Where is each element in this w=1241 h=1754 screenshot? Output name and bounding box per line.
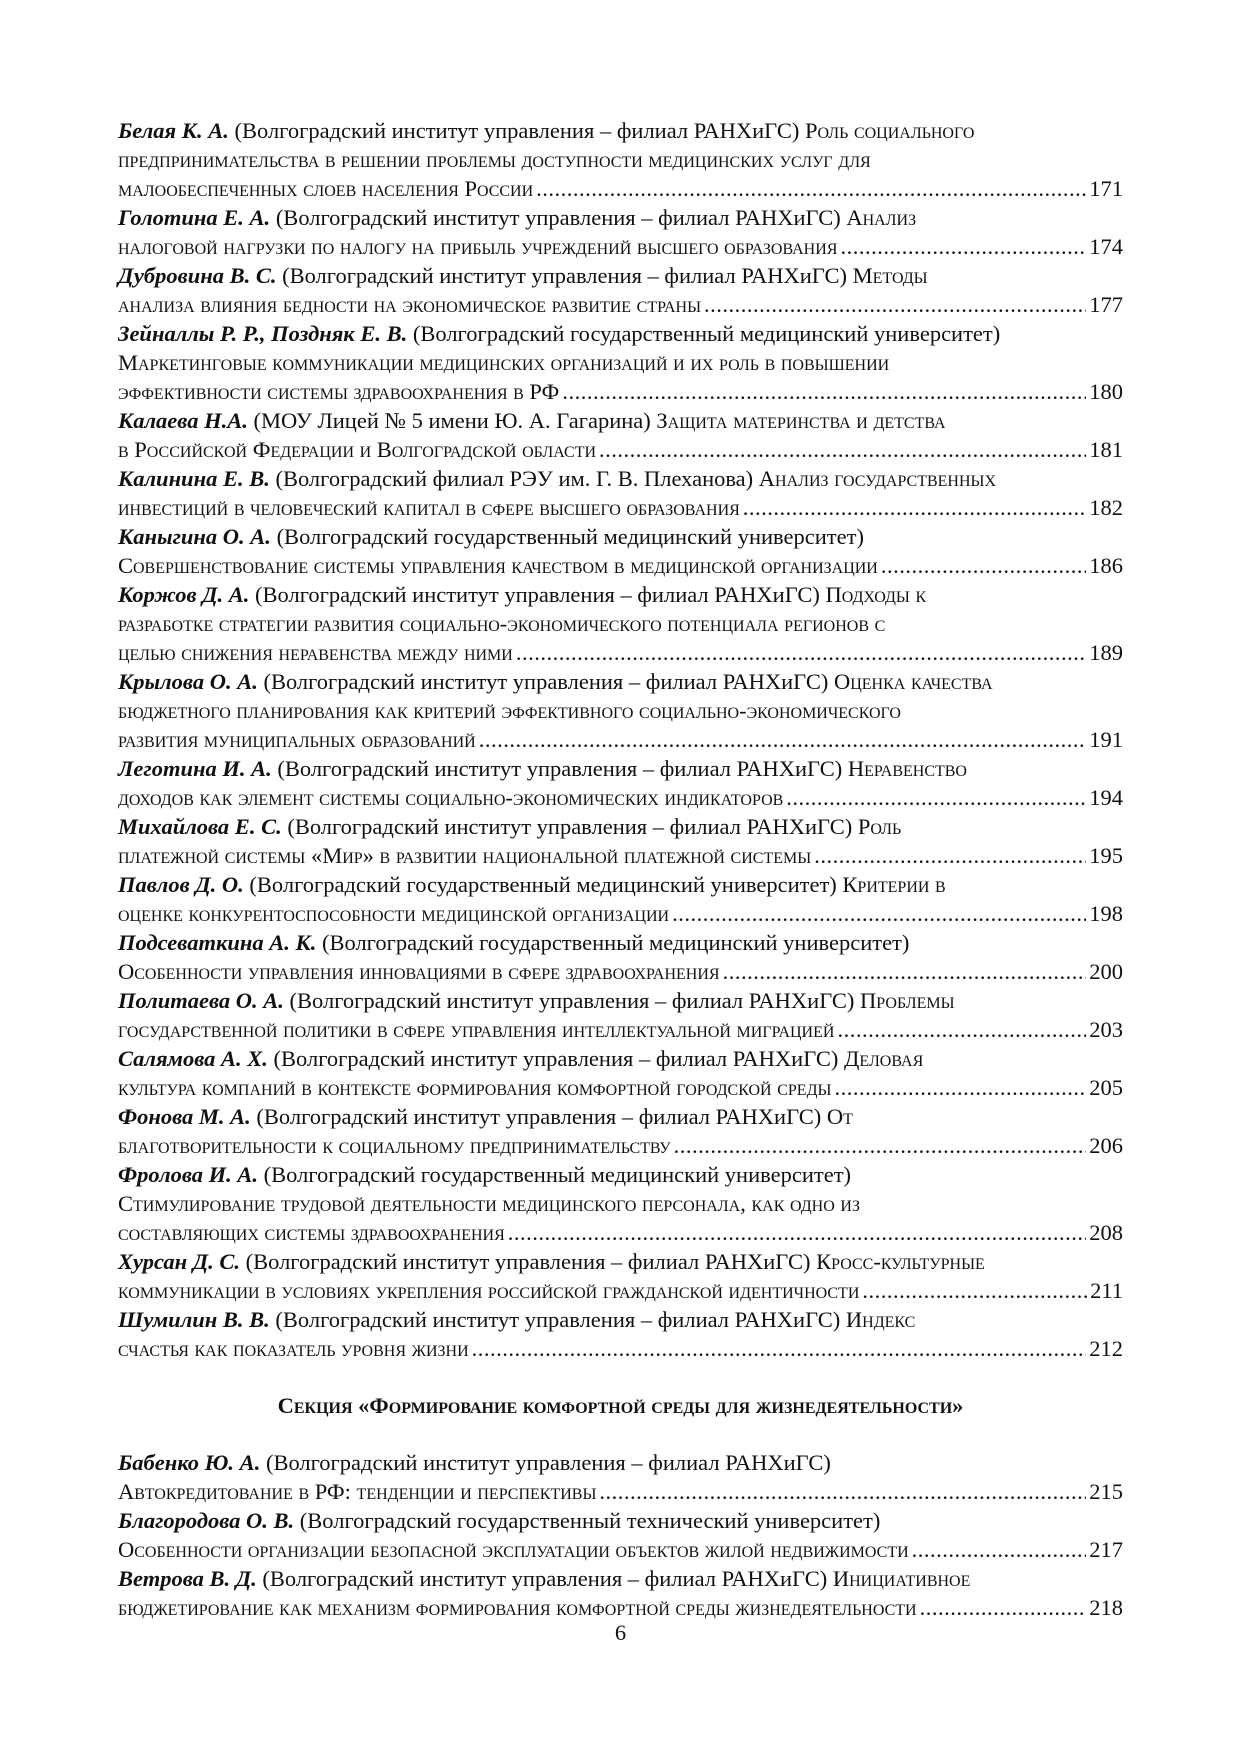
leader-dots xyxy=(723,957,1087,986)
toc-entry-first-line xyxy=(118,1305,1123,1334)
toc-title-end: инвестиций в человеческий капитал в сфере высшего образования xyxy=(118,495,740,520)
toc-entry-last-line xyxy=(118,493,1123,522)
toc-organization: (Волгоградский институт управления – филиал РАНХиГС) xyxy=(256,1566,833,1591)
toc-entry[interactable] xyxy=(118,116,1123,203)
toc-entry-first-line xyxy=(118,203,1123,232)
section-heading: Секция «Формирование комфортной среды для жизнедеятельности» xyxy=(277,1393,964,1418)
leader-dots xyxy=(814,841,1086,870)
toc-title-start: Методы xyxy=(852,263,928,288)
toc-entry[interactable] xyxy=(118,870,1123,928)
leader-dots xyxy=(599,1477,1086,1506)
toc-title-end: эффективности системы здравоохранения в РФ xyxy=(118,379,560,404)
leader-dots xyxy=(912,1535,1087,1564)
toc-author: Фролова И. А. xyxy=(118,1162,259,1187)
toc-title-end: оценке конкурентоспособности медицинской организации xyxy=(118,901,670,926)
toc-title-end: благотворительности к социальному предпринимательству xyxy=(118,1133,671,1158)
toc-title-start: Проблемы xyxy=(860,988,955,1013)
toc-page-number: 215 xyxy=(1089,1479,1123,1504)
toc-entry-last-line xyxy=(118,638,1123,667)
toc-title-start: Подходы к xyxy=(825,582,927,607)
toc-entry[interactable] xyxy=(118,1044,1123,1102)
toc-entry-last-line xyxy=(118,1131,1123,1160)
toc-entry-last-line xyxy=(118,232,1123,261)
toc-page-number: 208 xyxy=(1089,1220,1123,1245)
toc-entry[interactable] xyxy=(118,1160,1123,1247)
toc-entry-first-line xyxy=(118,1102,1123,1131)
toc-author: Михайлова Е. С. xyxy=(118,814,282,839)
leader-dots xyxy=(599,435,1086,464)
toc-author: Зейналлы Р. Р., Поздняк Е. В. xyxy=(118,321,408,346)
toc-page-number: 195 xyxy=(1089,843,1123,868)
toc-page-number: 194 xyxy=(1089,785,1123,810)
leader-dots xyxy=(562,377,1086,406)
toc-entry-first-line xyxy=(118,1160,1123,1189)
toc-title-start: Анализ государственных xyxy=(758,466,997,491)
leader-dots xyxy=(508,1218,1087,1247)
leader-dots xyxy=(472,1334,1087,1363)
toc-entry[interactable] xyxy=(118,580,1123,667)
toc-entry-first-line xyxy=(118,319,1123,348)
toc-entry-last-line xyxy=(118,1477,1123,1506)
toc-page-number: 171 xyxy=(1089,176,1123,201)
toc-page-number: 211 xyxy=(1090,1278,1123,1303)
table-of-contents xyxy=(118,116,1123,1622)
leader-dots xyxy=(881,551,1086,580)
toc-title-start: Кросс-культурные xyxy=(816,1249,985,1274)
toc-entry-first-line xyxy=(118,464,1123,493)
toc-author: Белая К. А. xyxy=(118,118,229,143)
toc-organization: (Волгоградский государственный технический университет) xyxy=(294,1508,881,1533)
toc-entry[interactable] xyxy=(118,203,1123,261)
toc-page-number: 200 xyxy=(1089,959,1123,984)
toc-entry-last-line xyxy=(118,1593,1123,1622)
toc-entry-last-line xyxy=(118,1276,1123,1305)
leader-dots xyxy=(536,174,1086,203)
toc-author: Бабенко Ю. А. xyxy=(118,1450,261,1475)
leader-dots xyxy=(704,290,1086,319)
toc-title-end: составляющих системы здравоохранения xyxy=(118,1220,505,1245)
toc-page-number: 177 xyxy=(1089,292,1123,317)
toc-entry-first-line xyxy=(118,928,1123,957)
toc-entry[interactable] xyxy=(118,464,1123,522)
toc-entry[interactable] xyxy=(118,812,1123,870)
toc-page-number: 217 xyxy=(1089,1537,1123,1562)
leader-dots xyxy=(840,232,1086,261)
toc-title-end: бюджетирование как механизм формирования комфортной среды жизнедеятельности xyxy=(118,1595,917,1620)
toc-author: Каныгина О. А. xyxy=(118,524,271,549)
toc-author: Павлов Д. О. xyxy=(118,872,244,897)
toc-entry[interactable] xyxy=(118,1564,1123,1622)
toc-entry[interactable] xyxy=(118,1102,1123,1160)
leader-dots xyxy=(834,1073,1086,1102)
toc-author: Фонова М. А. xyxy=(118,1104,251,1129)
toc-title-end: Автокредитование в РФ: тенденции и перспективы xyxy=(118,1479,597,1504)
toc-title-end: государственной политики в сфере управления интеллектуальной миграцией xyxy=(118,1017,835,1042)
toc-page-number: 182 xyxy=(1089,495,1123,520)
toc-organization: (Волгоградский институт управления – филиал РАНХиГС) xyxy=(269,1307,846,1332)
toc-page-number: 218 xyxy=(1089,1595,1123,1620)
toc-author: Ветрова В. Д. xyxy=(118,1566,257,1591)
toc-page-number: 191 xyxy=(1089,727,1123,752)
toc-author: Салямова А. Х. xyxy=(118,1046,268,1071)
toc-title-start: Критерии в xyxy=(842,872,946,897)
toc-organization: (Волгоградский государственный медицинский университет) xyxy=(316,930,910,955)
toc-entry-first-line xyxy=(118,1564,1123,1593)
toc-page-number: 205 xyxy=(1089,1075,1123,1100)
toc-title-start: Инициативное xyxy=(832,1566,971,1591)
toc-title-end: коммуникации в условиях укрепления российской гражданской идентичности xyxy=(118,1278,860,1303)
toc-entry-first-line xyxy=(118,667,1123,696)
toc-organization: (Волгоградский филиал РЭУ им. Г. В. Плеханова) xyxy=(269,466,759,491)
toc-entry[interactable] xyxy=(118,522,1123,580)
toc-organization: (Волгоградский государственный медицинский университет) xyxy=(258,1162,852,1187)
toc-list-section xyxy=(118,1448,1123,1622)
toc-entry-first-line xyxy=(118,1247,1123,1276)
toc-page-number: 189 xyxy=(1089,640,1123,665)
toc-title-end: Особенности управления инновациями в сфере здравоохранения xyxy=(118,959,720,984)
toc-entry-first-line xyxy=(118,1448,1123,1477)
toc-title-end: налоговой нагрузки по налогу на прибыль учреждений высшего образования xyxy=(118,234,838,259)
toc-entry-last-line xyxy=(118,174,1123,203)
toc-title-end: счастья как показатель уровня жизни xyxy=(118,1336,469,1361)
toc-entry-last-line xyxy=(118,290,1123,319)
toc-title-end: Совершенствование системы управления качеством в медицинской организации xyxy=(118,553,878,578)
toc-author: Калинина Е. В. xyxy=(118,466,270,491)
toc-entry[interactable] xyxy=(118,406,1123,464)
toc-entry-last-line xyxy=(118,1535,1123,1564)
toc-page-number: 174 xyxy=(1089,234,1123,259)
toc-title-start: Неравенство xyxy=(847,756,967,781)
toc-title-start: Роль xyxy=(857,814,902,839)
toc-author: Крылова О. А. xyxy=(118,669,258,694)
toc-entry-first-line xyxy=(118,1506,1123,1535)
toc-organization: (Волгоградский государственный медицинский университет) xyxy=(407,321,1001,346)
toc-organization: (Волгоградский институт управления – филиал РАНХиГС) xyxy=(239,1249,817,1274)
toc-author: Калаева Н.А. xyxy=(118,408,248,433)
toc-author: Хурсан Д. С. xyxy=(118,1249,240,1274)
page-number: 6 xyxy=(614,1620,627,1645)
toc-entry-last-line xyxy=(118,1073,1123,1102)
toc-title-line: разработке стратегии развития социально-экономического потенциала регионов с xyxy=(118,611,886,636)
toc-entry[interactable] xyxy=(118,754,1123,812)
toc-title-start: Оценка качества xyxy=(833,669,993,694)
toc-author: Голотина Е. А. xyxy=(118,205,271,230)
toc-page-number: 212 xyxy=(1089,1336,1123,1361)
toc-entry[interactable] xyxy=(118,1305,1123,1363)
toc-entry-first-line xyxy=(118,580,1123,609)
toc-page-number: 180 xyxy=(1089,379,1123,404)
toc-page-number: 198 xyxy=(1089,901,1123,926)
toc-entry-first-line xyxy=(118,116,1123,145)
toc-author: Леготина И. А. xyxy=(118,756,272,781)
toc-title-start: Индекс xyxy=(845,1307,916,1332)
toc-page-number: 181 xyxy=(1089,437,1123,462)
toc-organization: (Волгоградский институт управления – филиал РАНХиГС) xyxy=(270,205,847,230)
toc-entry-last-line xyxy=(118,551,1123,580)
toc-entry-last-line xyxy=(118,1218,1123,1247)
leader-dots xyxy=(786,783,1086,812)
leader-dots xyxy=(672,899,1086,928)
toc-entry-first-line xyxy=(118,261,1123,290)
toc-title-start: Деловая xyxy=(844,1046,924,1071)
toc-entry-last-line xyxy=(118,899,1123,928)
toc-organization: (Волгоградский государственный медицинский университет) xyxy=(270,524,864,549)
toc-entry-first-line xyxy=(118,1044,1123,1073)
toc-entry-first-line xyxy=(118,754,1123,783)
toc-author: Коржов Д. А. xyxy=(118,582,250,607)
toc-entry[interactable] xyxy=(118,667,1123,754)
toc-title-end: Особенности организации безопасной эксплуатации объектов жилой недвижимости xyxy=(118,1537,909,1562)
toc-author: Шумилин В. В. xyxy=(118,1307,270,1332)
toc-organization: (Волгоградский институт управления – филиал РАНХиГС) xyxy=(276,263,853,288)
toc-organization: (Волгоградский институт управления – филиал РАНХиГС) xyxy=(249,582,826,607)
toc-organization: (Волгоградский институт управления – филиал РАНХиГС) xyxy=(228,118,806,143)
toc-title-line: Маркетинговые коммуникации медицинских организаций и их роль в повышении xyxy=(118,350,890,375)
toc-entry[interactable] xyxy=(118,986,1123,1044)
leader-dots xyxy=(920,1593,1087,1622)
toc-organization: (Волгоградский институт управления – филиал РАНХиГС) xyxy=(283,988,861,1013)
leader-dots xyxy=(837,1015,1086,1044)
toc-entry-first-line xyxy=(118,870,1123,899)
toc-title-start: Роль социального xyxy=(805,118,975,143)
toc-entry-last-line xyxy=(118,783,1123,812)
toc-title-line: бюджетного планирования как критерий эффективного социально-экономического xyxy=(118,698,901,723)
leader-dots xyxy=(674,1131,1087,1160)
toc-entry-last-line xyxy=(118,957,1123,986)
toc-entry-last-line xyxy=(118,1334,1123,1363)
toc-organization: (МОУ Лицей № 5 имени Ю. А. Гагарина) xyxy=(247,408,657,433)
toc-organization: (Волгоградский институт управления – филиал РАНХиГС) xyxy=(250,1104,827,1129)
toc-entry-first-line xyxy=(118,406,1123,435)
toc-entry[interactable] xyxy=(118,928,1123,986)
toc-title-end: в Российской Федерации и Волгоградской области xyxy=(118,437,597,462)
toc-organization: (Волгоградский институт управления – филиал РАНХиГС) xyxy=(267,1046,845,1071)
toc-entry[interactable] xyxy=(118,1247,1123,1305)
toc-page-number: 186 xyxy=(1089,553,1123,578)
toc-entry[interactable] xyxy=(118,1448,1123,1506)
toc-entry-last-line xyxy=(118,435,1123,464)
toc-entry-last-line xyxy=(118,725,1123,754)
toc-author: Политаева О. А. xyxy=(118,988,284,1013)
toc-title-line: предпринимательства в решении проблемы доступности медицинских услуг для xyxy=(118,147,871,172)
toc-list xyxy=(118,116,1123,1363)
toc-page-number: 203 xyxy=(1089,1017,1123,1042)
toc-title-start: Анализ xyxy=(846,205,917,230)
toc-entry-last-line xyxy=(118,377,1123,406)
toc-entry-last-line xyxy=(118,1015,1123,1044)
toc-title-end: культура компаний в контексте формирования комфортной городской среды xyxy=(118,1075,832,1100)
toc-title-end: платежной системы «Мир» в развитии национальной платежной системы xyxy=(118,843,812,868)
toc-organization: (Волгоградский институт управления – филиал РАНХиГС) xyxy=(271,756,848,781)
toc-title-start: От xyxy=(826,1104,853,1129)
toc-title-end: малообеспеченных слоев населения России xyxy=(118,176,534,201)
toc-author: Благородова О. В. xyxy=(118,1508,295,1533)
toc-organization: (Волгоградский государственный медицинский университет) xyxy=(243,872,843,897)
toc-title-end: развития муниципальных образований xyxy=(118,727,476,752)
leader-dots xyxy=(516,638,1086,667)
toc-page-number: 206 xyxy=(1089,1133,1123,1158)
toc-organization: (Волгоградский институт управления – филиал РАНХиГС) xyxy=(260,1450,831,1475)
leader-dots xyxy=(479,725,1087,754)
toc-title-end: доходов как элемент системы социально-экономических индикаторов xyxy=(118,785,784,810)
toc-entry[interactable] xyxy=(118,261,1123,319)
toc-organization: (Волгоградский институт управления – филиал РАНХиГС) xyxy=(257,669,834,694)
toc-title-start: Защита материнства и детства xyxy=(656,408,946,433)
toc-title-end: анализа влияния бедности на экономическое развитие страны xyxy=(118,292,702,317)
toc-title-line: Стимулирование трудовой деятельности медицинского персонала, как одно из xyxy=(118,1191,860,1216)
leader-dots xyxy=(862,1276,1087,1305)
toc-entry[interactable] xyxy=(118,319,1123,406)
toc-entry[interactable] xyxy=(118,1506,1123,1564)
toc-author: Подсеваткина А. К. xyxy=(118,930,317,955)
toc-entry-first-line xyxy=(118,812,1123,841)
toc-organization: (Волгоградский институт управления – филиал РАНХиГС) xyxy=(281,814,858,839)
toc-entry-first-line xyxy=(118,522,1123,551)
toc-entry-first-line xyxy=(118,986,1123,1015)
toc-title-end: целью снижения неравенства между ними xyxy=(118,640,513,665)
toc-author: Дубровина В. С. xyxy=(118,263,277,288)
leader-dots xyxy=(743,493,1086,522)
toc-entry-last-line xyxy=(118,841,1123,870)
